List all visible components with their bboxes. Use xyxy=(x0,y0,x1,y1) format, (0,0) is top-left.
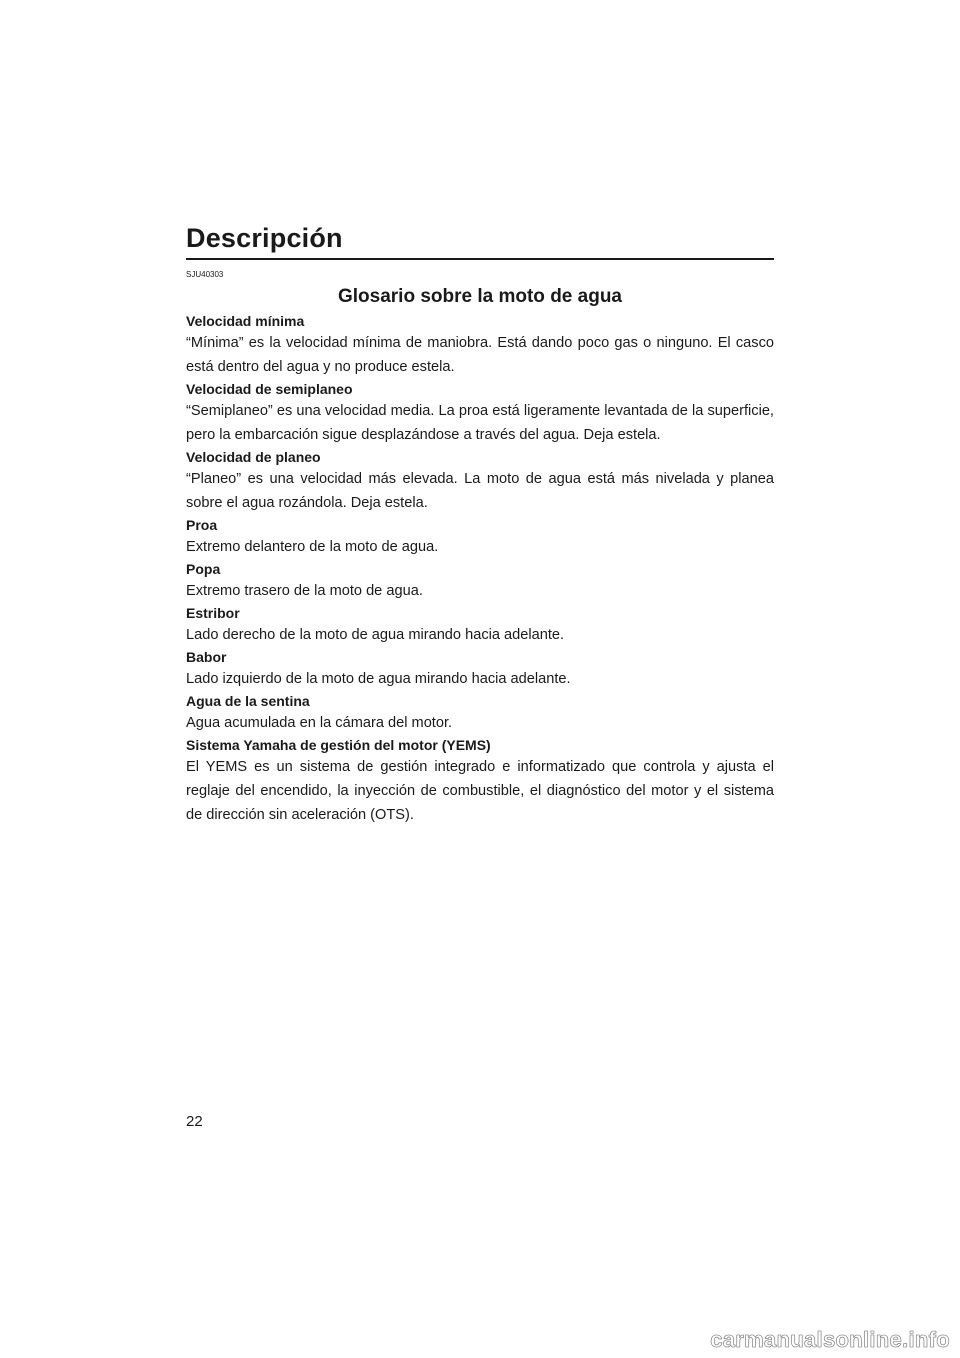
glossary-entry xyxy=(186,448,774,515)
glossary-definition: Lado derecho de la moto de agua mirando hacia adelante. xyxy=(186,627,565,643)
glossary-list xyxy=(186,312,774,827)
page-number: 22 xyxy=(186,1113,203,1130)
watermark-text: carmanualsonline.info xyxy=(710,1327,950,1352)
glossary-term: Estribor xyxy=(186,605,240,621)
glossary-term: Velocidad de planeo xyxy=(186,449,321,465)
glossary-entry xyxy=(186,648,774,691)
glossary-definition: Extremo trasero de la moto de agua. xyxy=(186,583,423,599)
glossary-entry xyxy=(186,312,774,379)
glossary-term: Babor xyxy=(186,649,227,665)
glossary-definition: “Mínima” es la velocidad mínima de maniobra. Está dando poco gas o ninguno. El casco está dentro del agua y no produce estela. xyxy=(186,335,774,375)
glossary-entry xyxy=(186,604,774,647)
glossary-entry xyxy=(186,560,774,603)
section-title: Descripción xyxy=(186,223,343,253)
glossary-title: Glosario sobre la moto de agua xyxy=(337,286,622,307)
glossary-definition: “Planeo” es una velocidad más elevada. La moto de agua está más nivelada y planea sobre el agua rozándola. Deja estela. xyxy=(186,471,774,511)
glossary-definition: El YEMS es un sistema de gestión integrado e informatizado que controla y ajusta el reglaje del encendido, la inyección de combustible, el diagnóstico del motor y el sistema de dirección sin aceleración (OTS). xyxy=(186,759,774,823)
glossary-term: Agua de la sentina xyxy=(186,693,310,709)
glossary-term: Sistema Yamaha de gestión del motor (YEMS) xyxy=(186,737,491,753)
glossary-term: Velocidad mínima xyxy=(186,313,305,329)
glossary-term: Velocidad de semiplaneo xyxy=(186,381,353,397)
glossary-definition: Agua acumulada en la cámara del motor. xyxy=(186,715,453,731)
glossary-entry xyxy=(186,380,774,447)
glossary-entry xyxy=(186,516,774,559)
glossary-term: Proa xyxy=(186,517,218,533)
glossary-entry xyxy=(186,692,774,735)
glossary-definition: Extremo delantero de la moto de agua. xyxy=(186,539,439,555)
reference-code: SJU40303 xyxy=(186,270,224,279)
glossary-entry xyxy=(186,736,774,827)
page-header xyxy=(186,222,774,260)
glossary-definition: “Semiplaneo” es una velocidad media. La proa está ligeramente levantada de la superficie, pero la embarcación sigue desplazándose a través del agua. Deja estela. xyxy=(186,403,774,443)
main-content xyxy=(186,270,774,828)
glossary-term: Popa xyxy=(186,561,221,577)
glossary-definition: Lado izquierdo de la moto de agua mirando hacia adelante. xyxy=(186,671,571,687)
